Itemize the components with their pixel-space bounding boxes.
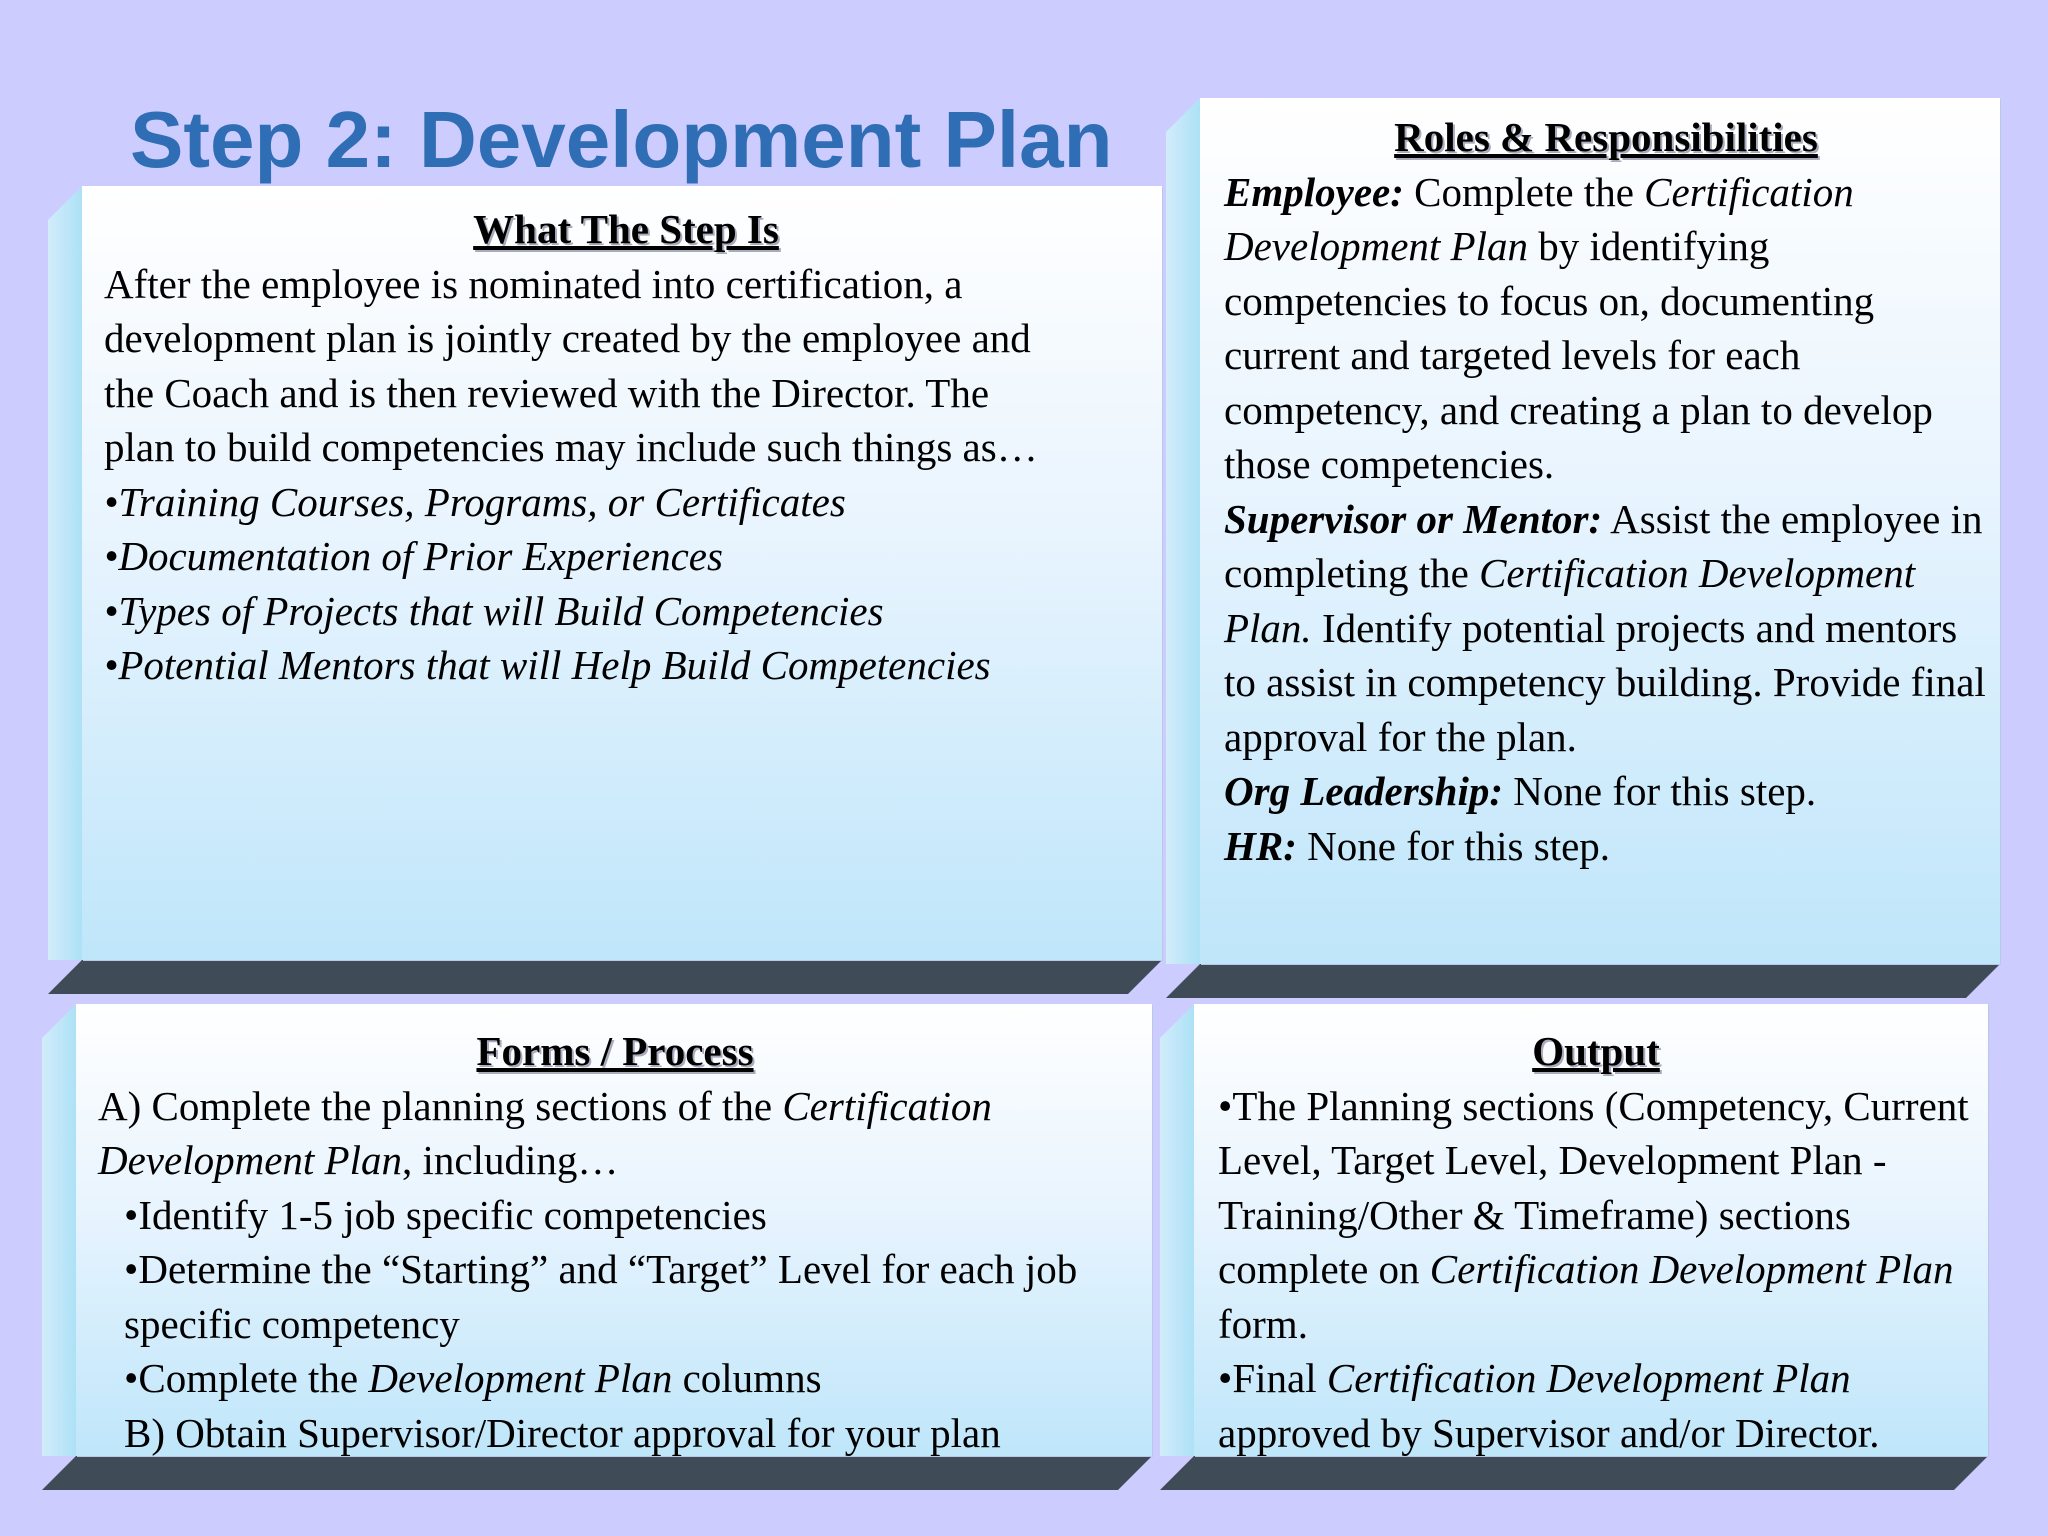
bullet-item: •Types of Projects that will Build Competencies xyxy=(104,587,884,634)
output-heading: Output xyxy=(1532,1028,1660,1074)
role-text: None for this step. xyxy=(1296,822,1611,869)
output-panel xyxy=(1160,1004,1988,1490)
panel-face xyxy=(82,186,1162,960)
panel-face xyxy=(1194,1004,1988,1456)
roles-heading: Roles & Responsibilities xyxy=(1394,114,1818,160)
step-text: columns xyxy=(672,1355,822,1401)
output-item xyxy=(1218,1079,1974,1352)
what-heading: What The Step Is xyxy=(473,206,779,252)
role-label: Org Leadership: xyxy=(1224,768,1504,814)
step-b: B) Obtain Supervisor/Director approval for your plan xyxy=(124,1409,1001,1456)
step-text: •Complete the xyxy=(124,1355,369,1401)
panel-bevel-bottom xyxy=(48,960,1162,994)
output-text: form. xyxy=(1218,1300,1308,1347)
form-name: Certification Development Plan xyxy=(1429,1246,1954,1292)
step-a xyxy=(98,1079,1132,1188)
form-name: Development Plan xyxy=(368,1355,673,1401)
role-label: HR: xyxy=(1224,822,1297,869)
what-the-step-is-panel xyxy=(48,186,1162,994)
intro-line: plan to build competencies may include such things as… xyxy=(104,424,1038,470)
intro-line: development plan is jointly created by the employee and xyxy=(104,315,1031,361)
role-employee xyxy=(1224,165,1988,492)
role-text: None for this step. xyxy=(1503,768,1817,814)
output-text: approved by Supervisor and/or Director. xyxy=(1218,1409,1880,1456)
panel-face xyxy=(1200,98,2000,964)
form-name: Certification Development Plan xyxy=(1224,168,1854,269)
output-text: •Final xyxy=(1218,1355,1327,1401)
roles-panel xyxy=(1166,98,2000,998)
panel-bevel-bottom xyxy=(1166,964,2000,998)
panel-bevel-bottom xyxy=(42,1456,1152,1490)
intro-line: After the employee is nominated into certification, a xyxy=(104,260,963,307)
slide-title: Step 2: Development Plan xyxy=(130,95,1113,184)
role-text: Complete the xyxy=(1403,168,1645,215)
role-org-leadership xyxy=(1224,764,1988,819)
panel-bevel-bottom xyxy=(1160,1456,1988,1490)
role-text: Assist the employee in completing the xyxy=(1224,495,1983,596)
step-a-bullet: •Determine the “Starting” and “Target” Level for each job specific competency xyxy=(124,1246,1078,1347)
panel-bevel-left xyxy=(42,1004,76,1456)
role-label: Supervisor or Mentor: xyxy=(1224,495,1603,542)
role-label: Employee: xyxy=(1224,168,1404,215)
role-text: by identifying competencies to focus on, documenting current and targeted levels for each competency, and creating a plan to develop those competencies. xyxy=(1224,223,1933,487)
intro-line: the Coach and is then reviewed with the Director. The xyxy=(104,369,990,416)
step-text: , including… xyxy=(401,1137,619,1183)
role-hr xyxy=(1224,819,1988,874)
bullet-item: •Documentation of Prior Experiences xyxy=(104,533,723,579)
step-a-bullet: •Identify 1-5 job specific competencies xyxy=(124,1191,767,1238)
step-a-bullet xyxy=(98,1351,1132,1406)
bullet-item: •Potential Mentors that will Help Build Competencies xyxy=(104,642,991,688)
form-name: Certification Development Plan xyxy=(98,1082,992,1183)
form-name: Certification Development Plan xyxy=(1326,1355,1851,1401)
bullet-item: •Training Courses, Programs, or Certificates xyxy=(104,478,846,525)
panel-face xyxy=(76,1004,1152,1456)
output-item xyxy=(1218,1351,1974,1460)
panel-bevel-left xyxy=(1166,98,1200,964)
output-text: •The Planning sections (Competency, Current Level, Target Level, Development Plan - Training/Other & Timeframe) sections complete on xyxy=(1218,1082,1969,1292)
panel-bevel-left xyxy=(48,186,82,960)
form-name: Certification Development Plan. xyxy=(1224,550,1916,651)
forms-heading: Forms / Process xyxy=(476,1028,754,1074)
role-supervisor xyxy=(1224,492,1988,765)
panel-bevel-left xyxy=(1160,1004,1194,1456)
role-text: Identify potential projects and mentors to assist in competency building. Provide final approval for the plan. xyxy=(1224,604,1986,760)
forms-process-panel xyxy=(42,1004,1152,1490)
step-text: A) Complete the planning sections of the xyxy=(98,1082,783,1129)
